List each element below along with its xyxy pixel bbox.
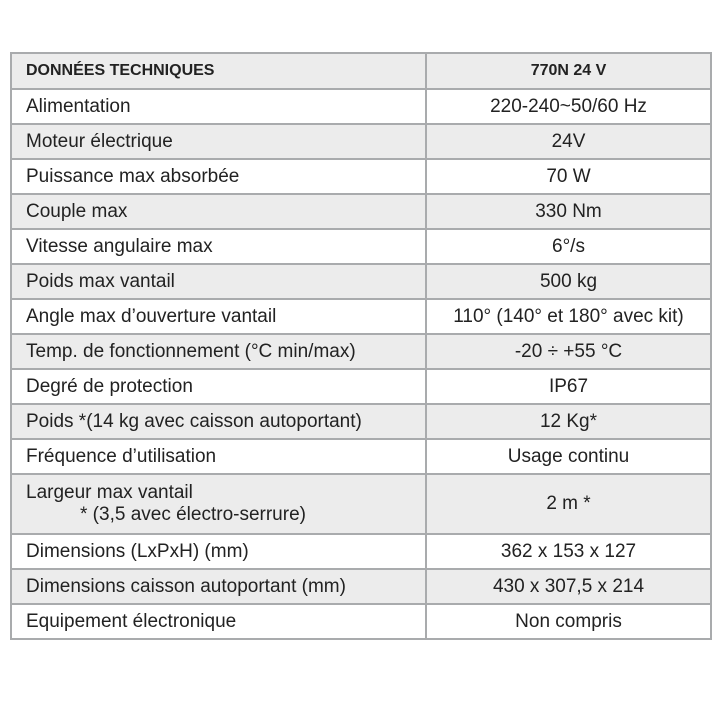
row-label: Alimentation (11, 89, 426, 124)
row-label-cell (11, 474, 426, 534)
technical-data-table (10, 52, 712, 640)
row-label: Moteur électrique (11, 124, 426, 159)
table-header-row (11, 53, 711, 89)
table-row (11, 264, 711, 299)
row-label: Angle max d’ouverture vantail (11, 299, 426, 334)
row-value: Non compris (426, 604, 711, 639)
row-value: 70 W (426, 159, 711, 194)
row-label: Puissance max absorbée (11, 159, 426, 194)
table-row (11, 369, 711, 404)
row-label: Equipement électronique (11, 604, 426, 639)
row-value: 12 Kg* (426, 404, 711, 439)
row-label: Poids *(14 kg avec caisson autoportant) (11, 404, 426, 439)
row-value: Usage continu (426, 439, 711, 474)
row-value: 220-240~50/60 Hz (426, 89, 711, 124)
row-value: 500 kg (426, 264, 711, 299)
table-row (11, 604, 711, 639)
row-value: 430 x 307,5 x 214 (426, 569, 711, 604)
row-value: IP67 (426, 369, 711, 404)
row-label: Dimensions caisson autoportant (mm) (11, 569, 426, 604)
table-row (11, 124, 711, 159)
row-label: Couple max (11, 194, 426, 229)
row-value: 2 m * (426, 474, 711, 534)
header-label: DONNÉES TECHNIQUES (11, 53, 426, 89)
table-row (11, 89, 711, 124)
row-value: 24V (426, 124, 711, 159)
table-row (11, 474, 711, 534)
table-row (11, 404, 711, 439)
row-label: Poids max vantail (11, 264, 426, 299)
row-value: -20 ÷ +55 °C (426, 334, 711, 369)
table-row (11, 194, 711, 229)
row-label: Temp. de fonctionnement (°C min/max) (11, 334, 426, 369)
row-value: 110° (140° et 180° avec kit) (426, 299, 711, 334)
table-row (11, 439, 711, 474)
row-label: Dimensions (LxPxH) (mm) (11, 534, 426, 569)
table-row (11, 159, 711, 194)
row-label: Vitesse angulaire max (11, 229, 426, 264)
table-row (11, 534, 711, 569)
row-value: 6°/s (426, 229, 711, 264)
table-row (11, 569, 711, 604)
table-row (11, 229, 711, 264)
row-label: Largeur max vantail (26, 482, 193, 503)
header-model: 770N 24 V (426, 53, 711, 89)
table-row (11, 299, 711, 334)
row-label: Degré de protection (11, 369, 426, 404)
row-value: 362 x 153 x 127 (426, 534, 711, 569)
row-label: Fréquence d’utilisation (11, 439, 426, 474)
row-value: 330 Nm (426, 194, 711, 229)
row-sublabel: * (3,5 avec électro-serrure) (80, 504, 306, 525)
table-row (11, 334, 711, 369)
